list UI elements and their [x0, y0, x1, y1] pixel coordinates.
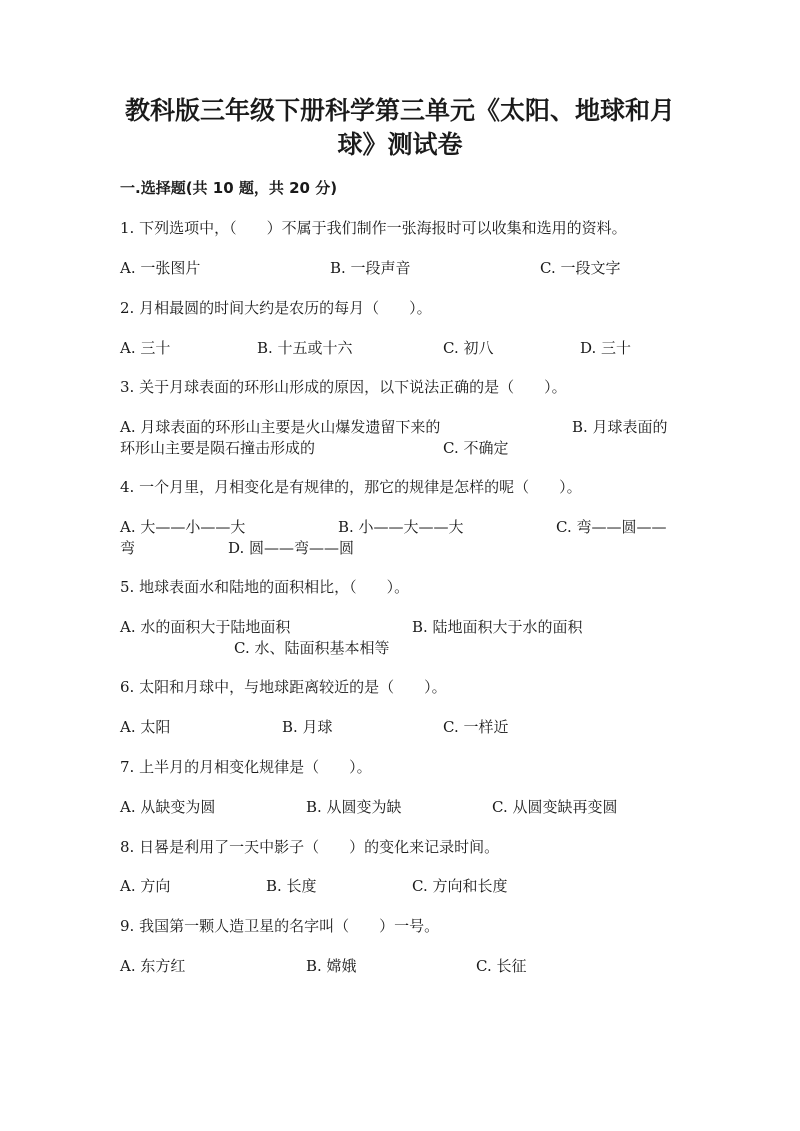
question-9-option-a: A. 东方红 [120, 957, 186, 975]
question-3-stem: 3. 关于月球表面的环形山形成的原因，以下说法正确的是（ ）。 [120, 378, 567, 396]
question-1-stem: 1. 下列选项中，（ ）不属于我们制作一张海报时可以收集和选用的资料。 [120, 219, 627, 237]
question-9-stem: 9. 我国第一颗人造卫星的名字叫（ ）一号。 [120, 917, 440, 935]
question-3-option-b-end: 环形山主要是陨石撞击形成的 [120, 439, 316, 457]
question-1-option-b: B. 一段声音 [330, 259, 411, 277]
question-8-stem: 8. 日晷是利用了一天中影子（ ）的变化来记录时间。 [120, 838, 500, 856]
question-7-option-c: C. 从圆变缺再变圆 [492, 798, 618, 816]
question-8-option-a: A. 方向 [120, 877, 171, 895]
question-6-option-a: A. 太阳 [120, 718, 171, 736]
question-5-option-c: C. 水、陆面积基本相等 [234, 639, 390, 657]
question-4-option-b: B. 小——大——大 [338, 518, 464, 536]
section-heading: 一.选择题(共 10 题，共 20 分) [120, 179, 338, 197]
question-4-option-c-start: C. 弯——圆—— [556, 518, 667, 536]
question-8-option-c: C. 方向和长度 [412, 877, 508, 895]
question-4-stem: 4. 一个月里，月相变化是有规律的，那它的规律是怎样的呢（ ）。 [120, 478, 582, 496]
question-2-option-d: D. 三十 [580, 339, 632, 357]
question-7-option-b: B. 从圆变为缺 [306, 798, 402, 816]
question-3-option-b-start: B. 月球表面的 [572, 418, 668, 436]
doc-title-line-1: 教科版三年级下册科学第三单元《太阳、地球和月 [124, 96, 675, 125]
question-4-option-d: D. 圆——弯——圆 [228, 539, 355, 557]
question-9-option-c: C. 长征 [476, 957, 527, 975]
question-9-option-b: B. 嫦娥 [306, 957, 357, 975]
question-7-option-a: A. 从缺变为圆 [120, 798, 216, 816]
question-4-option-a: A. 大——小——大 [120, 518, 246, 536]
question-5-stem: 5. 地球表面水和陆地的面积相比，（ ）。 [120, 578, 410, 596]
question-2-option-c: C. 初八 [443, 339, 494, 357]
question-2-option-b: B. 十五或十六 [257, 339, 353, 357]
question-8-option-b: B. 长度 [266, 877, 317, 895]
question-2-option-a: A. 三十 [120, 339, 171, 357]
question-6-option-c: C. 一样近 [443, 718, 509, 736]
question-3-option-c: C. 不确定 [443, 439, 509, 457]
question-2-stem: 2. 月相最圆的时间大约是农历的每月（ ）。 [120, 299, 432, 317]
question-1-option-a: A. 一张图片 [120, 259, 201, 277]
question-6-option-b: B. 月球 [282, 718, 333, 736]
question-7-stem: 7. 上半月的月相变化规律是（ ）。 [120, 758, 372, 776]
question-4-option-c-end: 弯 [120, 539, 136, 557]
question-3-option-a: A. 月球表面的环形山主要是火山爆发遗留下来的 [120, 418, 441, 436]
question-5-option-a: A. 水的面积大于陆地面积 [120, 618, 291, 636]
question-1-option-c: C. 一段文字 [540, 259, 621, 277]
question-5-option-b: B. 陆地面积大于水的面积 [412, 618, 583, 636]
doc-title-line-2: 球》测试卷 [337, 130, 463, 159]
question-6-stem: 6. 太阳和月球中，与地球距离较近的是（ ）。 [120, 678, 447, 696]
